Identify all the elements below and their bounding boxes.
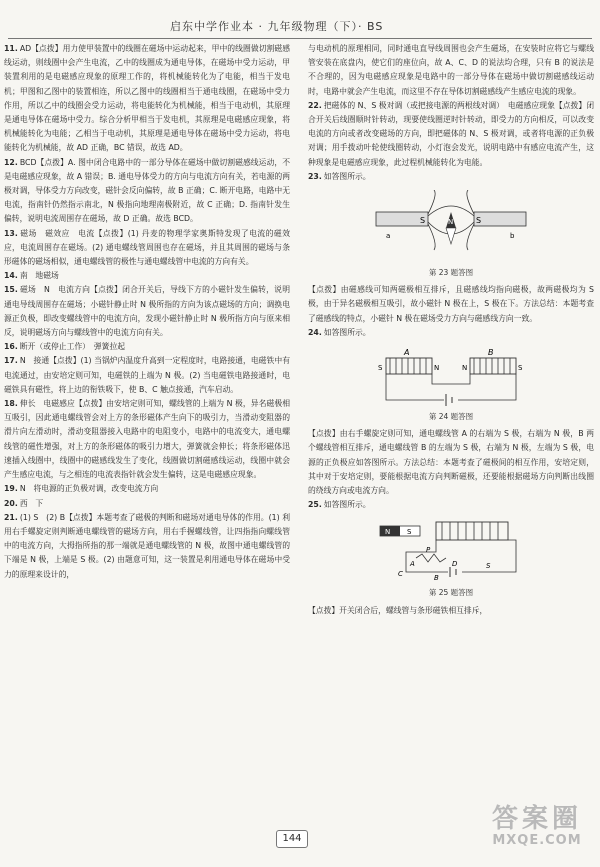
answer-item-18: 18. 伸长 电磁感应【点拨】由安培定则可知，螺线管的上端为 N 极，异名磁极相互吸引，因此通电螺线管会对上方的条形磁体产生向下的吸引力，当滑动变阻器的滑片向左滑动时，滑动变阻器接入电路中的电阻变小，电路中的电流变大，通电螺线管的磁性增强，对上方的条形磁体的吸引力增大，弹簧就会伸长；将条形磁体迅速插入线圈中，线圈中的磁感线发生了变化，线圈做切割磁感线运动，线圈中就会产生感应电流，与之相连的电流表指针就会发生偏转，这是电磁感应现象。 bbox=[4, 399, 290, 480]
figure-24-caption: 第 24 题答图 bbox=[428, 412, 474, 422]
answer-item-15: 15. 磁场 N 电流方向【点拨】闭合开关后，导线下方的小磁针发生偏转，说明通电导线周围存在磁场；小磁针静止时 N 极所指的方向为该点磁场的方向；调换电源正负极，即改变螺线管中的电流方向，发现小磁针静止时 N 极所指方向与原来相反，说明磁场方向与螺线管中的电流方向有关。 bbox=[4, 285, 290, 338]
label-s-right: S bbox=[518, 364, 523, 373]
left-column bbox=[4, 42, 290, 582]
answer-item-20: 20. 西 下 bbox=[4, 498, 44, 508]
solenoid-circuit-diagram bbox=[376, 346, 526, 408]
label-s-left: S bbox=[378, 364, 383, 373]
page-number: 144 bbox=[276, 830, 308, 848]
label-p: P bbox=[426, 546, 431, 555]
answer-item-23-note: 【点拨】由磁感线可知两磁极相互排斥，且磁感线均指向磁极，故两磁极均为 S 极，由于异名磁极相互吸引，故小磁针 N 极在上，S 极在下。方法总结：本题考查了磁感线的特点，小磁针 N 极在磁场受力方向与磁感线方向一致。 bbox=[308, 285, 594, 323]
pole-label-s-right: S bbox=[476, 216, 482, 226]
label-coil-a: A bbox=[404, 348, 410, 358]
label-coil-b: B bbox=[488, 348, 494, 358]
answer-item-11: 11. AD【点拨】用力使甲装置中的线圈在磁场中运动起来，甲中的线圈做切割磁感线运动，则线圈中会产生电流，乙中的线圈成为通电导体，在磁场中受力运动，甲装置利用的是电磁感应现象的原理工作的，将机械能转化为了电能，相当于发电机；甲图和乙图中的装置相连，所以乙图中的线圈相当于通电线圈，在磁场中受力作用，所以乙中的线圈会受力运动，将电能转化为机械能，相当于电动机，其原理是通电导体在磁场中受力。综合分析甲相当于发电机，其原理是电磁感应现象，将机械能转化为电能；乙相当于电动机，其原理是通电导体在磁场中受力运动，将电能转化为机械能，故 AD 正确，BC 错误，故选 AD。 bbox=[4, 44, 290, 153]
magnetic-field-diagram bbox=[366, 190, 536, 264]
answer-item-22: 22. 把磁体的 N、S 极对调（或把接电源的两根线对调） 电磁感应现象【点拨】闭合开关后线圈顺时针转动，现要使线圈逆时针转动，即受力的方向相反，可以改变电流的方向或者改变磁场的方向，即把磁体的 N、S 极对调，或者将电源的正负极对调；用手拨动叶轮使线圈转动，小灯泡会发光，说明电路中有感应电流产生，这种现象是电磁感应现象，此过程机械能转化为电能。 bbox=[308, 100, 594, 167]
pole-label-s-left: S bbox=[420, 216, 426, 226]
label-a: a bbox=[386, 232, 391, 241]
label-n-mid-left: N bbox=[434, 364, 440, 373]
label-switch-s: S bbox=[486, 562, 491, 571]
page-header bbox=[0, 14, 600, 36]
watermark-site: MXQE.COM bbox=[492, 833, 582, 848]
figure-24 bbox=[376, 346, 526, 408]
needle-label-n: N bbox=[448, 218, 454, 227]
electromagnet-circuit-diagram bbox=[376, 518, 526, 584]
answer-item-24-note: 【点拨】由右手螺旋定则可知，通电螺线管 A 的右端为 S 极，右端为 N 极，B 两个螺线管相互排斥，通电螺线管 B 的左端为 S 极，右端为 N 极，左端为 S 极，电源的正负极应如答图所示。方法总结：本题考查了磁极间的相互作用，安培定则，其中对于安培定则，要能根据电流方向判断磁极，还要能根据磁场方向判断出线圈的绕线方向或电流方向。 bbox=[308, 429, 594, 496]
answer-item-14: 14. 南 地磁场 bbox=[4, 271, 59, 281]
figure-25 bbox=[376, 518, 526, 584]
watermark bbox=[478, 804, 596, 862]
answer-item-12: 12. BCD【点拨】A. 图中闭合电路中的一部分导体在磁场中做切割磁感线运动，不是电磁感应现象，故 A 错误；B. 通电导体受力的方向与电流方向有关，若电源的两极对调，导体受力方向改变，磁针会反向偏转，故 B 正确；C. 断开电路，电路中无电流，指南针仍然指示南北，N 极指向地理南极附近，故 C 正确；D. 指南针发生偏转，说明电流周围存在磁场，故 D 正确。故选 BCD。 bbox=[4, 157, 290, 224]
figure-23-caption: 第 23 题答图 bbox=[428, 268, 474, 278]
label-b: b bbox=[510, 232, 515, 241]
answer-item-23: 23. 如答图所示。 bbox=[308, 171, 371, 181]
answer-item-17: 17. N 接通【点拨】(1) 当锅炉内温度升高到一定程度时，电路接通，电磁铁中有电流通过，由安培定则可知，电磁铁的上端为 N 极。(2) 当电磁铁电路接通时，电磁铁具有磁性，将上边的衔铁吸下，使 B、C 触点接通，汽车启动。 bbox=[4, 356, 290, 394]
book-title: 启东中学作业本 · 九年级物理（下）· BS bbox=[170, 20, 384, 33]
answer-item-25-note: 【点拨】开关闭合后，螺线管与条形磁铁相互排斥， bbox=[308, 605, 488, 615]
label-a: A bbox=[410, 560, 415, 569]
magnet-label-n: N bbox=[385, 528, 391, 537]
figure-25-caption: 第 25 题答图 bbox=[428, 588, 474, 598]
compass-needle-s bbox=[446, 228, 456, 244]
header-rule bbox=[8, 38, 592, 39]
answer-item-21: 21. (1) S (2) B【点拨】本题考查了磁极的判断和磁场对通电导体的作用。(1) 利用右手螺旋定则判断通电螺线管的磁场方向，用右手握螺线管，让四指指向螺线管中的电流方向，大拇指所指的那一端就是通电螺线管的 N 极，故图中通电螺线管的下端是 N 极，上端是 S 极。(2) 由题意可知，这一装置是利用通电导体在磁场中受力的原理来设计的， bbox=[4, 512, 290, 579]
figure-23 bbox=[366, 190, 536, 264]
label-d: D bbox=[452, 560, 458, 569]
label-n-mid-right: N bbox=[462, 364, 468, 373]
answer-item-19: 19. N 将电源的正负极对调，改变电流方向 bbox=[4, 484, 159, 494]
answer-item-21-cont: 与电动机的原理相同，同时通电直导线周围也会产生磁场，在安装时应将它与螺线管安装在底盘内，使它们的座位向，故 A、C、D 的说法均合理，只有 B 的说法是不合理的，因为电磁感应现象是电路中的一部分导体在磁场中做切割磁感线运动时，电路中就会产生电流，而这里不存在导体切割磁感线产生感应电流的现象。 bbox=[308, 44, 594, 96]
answer-item-16: 16. 断开（或停止工作） 弹簧拉起 bbox=[4, 342, 126, 352]
right-column bbox=[308, 42, 594, 618]
label-b: B bbox=[434, 574, 439, 583]
label-c: C bbox=[398, 570, 403, 579]
answer-item-13: 13. 磁场 磁效应 电流【点拨】(1) 丹麦的物理学家奥斯特发现了电流的磁效应，电流周围存在磁场。(2) 通电螺线管周围也存在磁场，并且其周围的磁场与条形磁体的磁场相似，通电螺线管的极性与通电螺线管中电流的方向有关。 bbox=[4, 228, 290, 267]
answer-item-24: 24. 如答图所示。 bbox=[308, 327, 371, 337]
magnet-label-s: S bbox=[407, 528, 412, 537]
answer-item-25: 25. 如答图所示。 bbox=[308, 500, 371, 510]
watermark-mark: 答案圈 bbox=[491, 804, 582, 834]
